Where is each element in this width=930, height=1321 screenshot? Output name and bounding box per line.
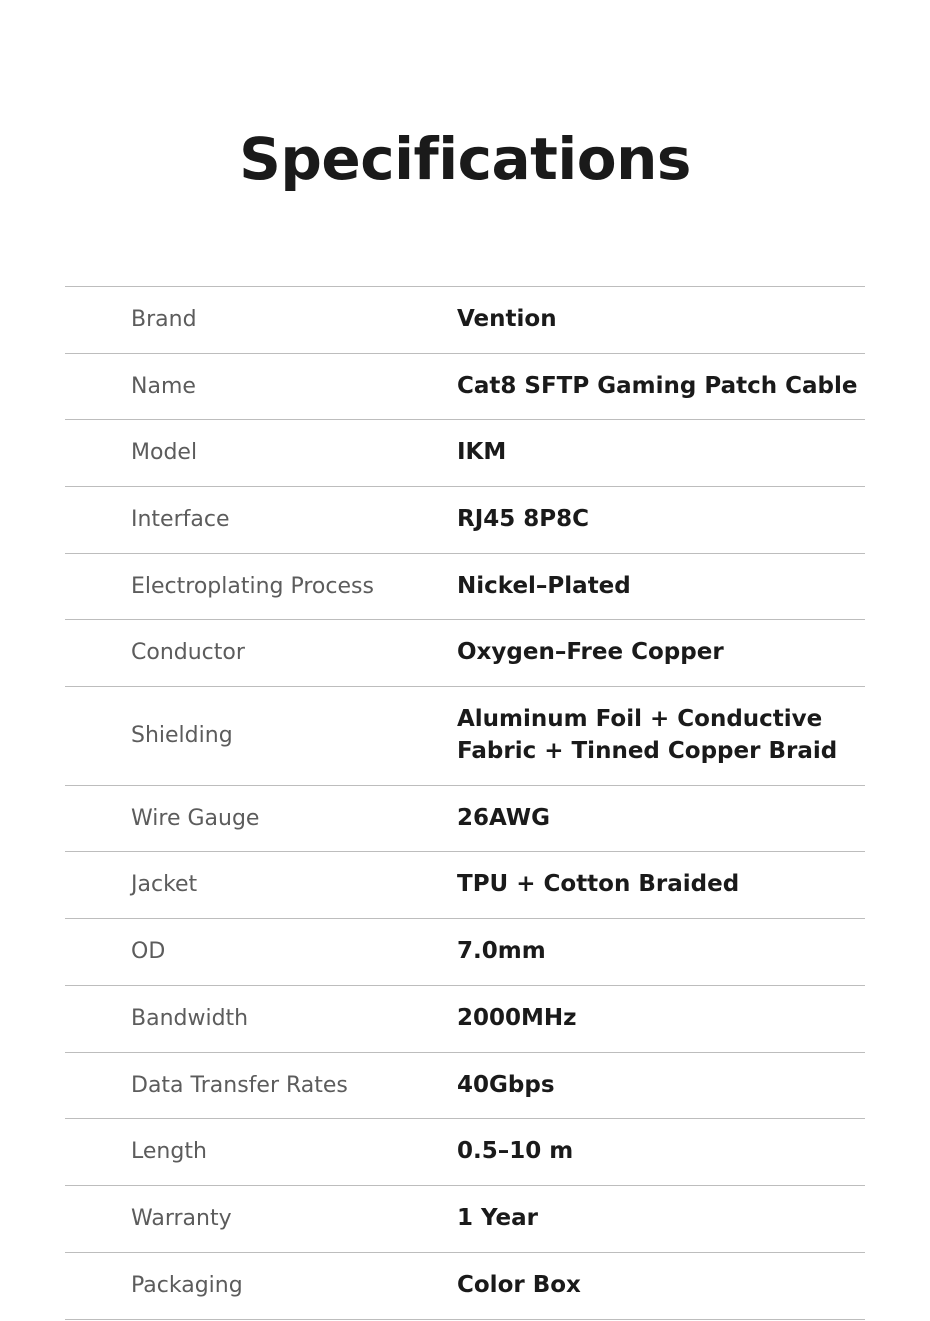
table-row [65,1186,865,1253]
spec-value-electroplating-process: Nickel–Plated [457,572,631,599]
spec-value-shielding-line-1: Aluminum Foil + Conductive [457,706,823,733]
table-row [65,687,865,785]
table-row [65,852,865,919]
table-row [65,1052,865,1119]
spec-label-model: Model [131,440,198,466]
spec-label-shielding: Shielding [131,723,233,749]
table-row [65,985,865,1052]
spec-value-shielding-line-2: Fabric + Tinned Copper Braid [457,737,838,764]
spec-label-interface: Interface [131,507,230,533]
spec-value-wire-gauge: 26AWG [457,804,551,831]
table-row [65,620,865,687]
spec-value-bandwidth: 2000MHz [457,1004,577,1031]
table-row [65,553,865,620]
spec-value-brand: Vention [457,305,557,332]
table-row [65,286,865,353]
spec-value-data-transfer-rates: 40Gbps [457,1071,555,1098]
spec-value-jacket: TPU + Cotton Braided [457,871,740,898]
spec-label-packaging: Packaging [131,1272,243,1298]
spec-value-conductor: Oxygen–Free Copper [457,639,724,666]
table-row [65,487,865,554]
spec-value-shielding [457,687,865,785]
table-row [65,785,865,852]
table-row [65,1252,865,1319]
specifications-table [65,286,865,1320]
spec-label-warranty: Warranty [131,1206,232,1232]
spec-label-jacket: Jacket [131,872,198,898]
spec-label-length: Length [131,1139,207,1165]
spec-value-interface: RJ45 8P8C [457,506,590,532]
spec-label-brand: Brand [131,306,197,332]
spec-label-wire-gauge: Wire Gauge [131,805,260,831]
table-row [65,420,865,487]
spec-value-model: IKM [457,439,507,466]
spec-label-data-transfer-rates: Data Transfer Rates [131,1072,348,1098]
spec-value-length: 0.5–10 m [457,1138,574,1165]
table-row [65,353,865,420]
spec-value-packaging: Color Box [457,1271,581,1298]
spec-label-od: OD [131,939,166,965]
spec-label-electroplating-process: Electroplating Process [131,573,374,599]
table-row [65,919,865,986]
spec-label-bandwidth: Bandwidth [131,1005,249,1031]
spec-value-warranty: 1 Year [457,1205,539,1232]
spec-value-name: Cat8 SFTP Gaming Patch Cable [457,372,858,399]
spec-label-name: Name [131,373,196,399]
spec-label-conductor: Conductor [131,640,245,666]
table-row [65,1119,865,1186]
spec-value-od: 7.0mm [457,938,546,965]
page-title: Specifications [239,125,691,193]
